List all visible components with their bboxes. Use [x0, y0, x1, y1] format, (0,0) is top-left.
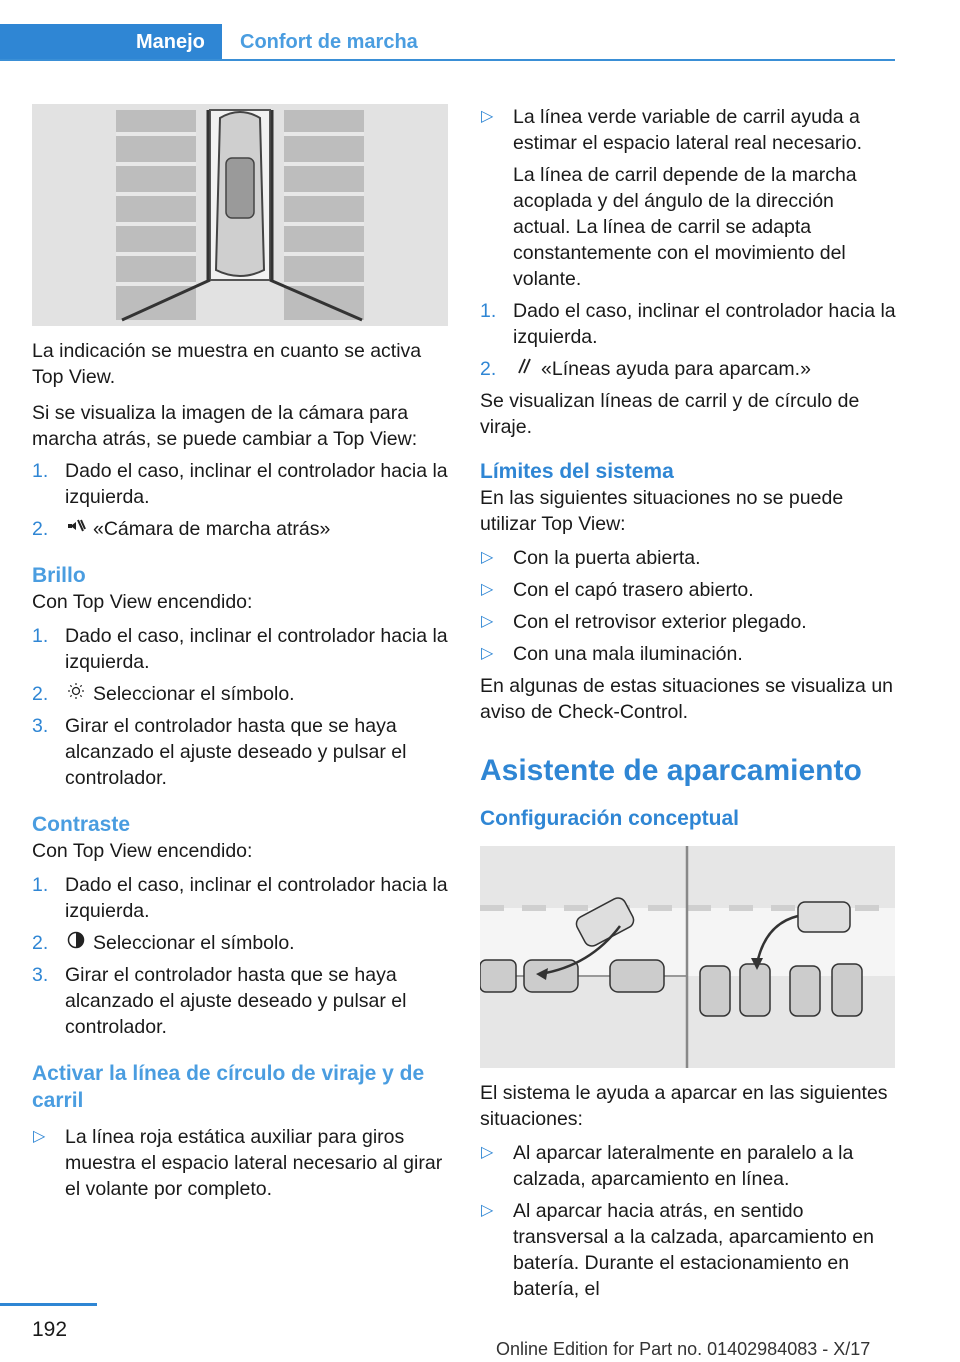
top-view-figure [32, 104, 448, 326]
header-rule [0, 59, 895, 61]
paragraph: Con Top View encendido: [32, 840, 253, 862]
step-text: «Cámara de marcha atrás» [93, 518, 331, 540]
section-heading: Activar la línea de círculo de viraje y de carril [32, 1062, 425, 1112]
step-text: Girar el controlador hasta que se haya alcanzado el ajuste deseado y pulsar el controlador. [65, 715, 407, 789]
footer-rule [0, 1303, 97, 1306]
paragraph: Con Top View encendido: [32, 591, 253, 613]
list-item [32, 962, 448, 1040]
list-item [32, 1124, 448, 1202]
paragraph: La indicación se muestra en cuanto se activa Top View. [32, 340, 422, 388]
list-item [480, 545, 896, 571]
edition-note: Online Edition for Part no. 01402984083 - X/17 [496, 1339, 871, 1359]
list-item [480, 641, 896, 667]
step-number: 3. [32, 964, 49, 986]
list-item [480, 104, 896, 156]
list-item [480, 298, 896, 350]
chapter-tab[interactable]: Manejo [0, 24, 222, 61]
parking-lines-icon [513, 356, 535, 382]
list-item [480, 1140, 896, 1192]
bullet-triangle-icon: ▷ [481, 549, 494, 566]
list-item [32, 623, 448, 675]
step-number: 2. [32, 932, 49, 954]
page-number: 192 [32, 1318, 68, 1341]
step-text: Dado el caso, inclinar el controlador hacia la izquierda. [65, 460, 448, 508]
paragraph: Si se visualiza la imagen de la cámara para marcha atrás, se puede cambiar a Top View: [32, 402, 418, 450]
section-heading: Configuración conceptual [480, 807, 740, 830]
list-item [32, 516, 448, 542]
list-item [32, 872, 448, 924]
step-number: 1. [32, 460, 49, 482]
contrast-icon [65, 930, 87, 956]
section-heading: Contraste [32, 813, 131, 836]
bullet-text: La línea roja estática auxiliar para giros muestra el espacio lateral necesario al girar el volante por completo. [65, 1126, 443, 1200]
bullet-text: Con una mala iluminación. [513, 643, 743, 665]
section-heading: Brillo [32, 564, 86, 587]
step-text: «Líneas ayuda para aparcam.» [541, 358, 811, 380]
bullet-text: Al aparcar lateralmente en paralelo a la calzada, aparcamiento en línea. [513, 1142, 854, 1190]
brightness-icon [65, 681, 87, 707]
step-number: 1. [32, 625, 49, 647]
list-item [32, 930, 448, 956]
list-item [480, 609, 896, 635]
step-text: Seleccionar el símbolo. [93, 932, 295, 954]
step-number: 2. [32, 518, 49, 540]
list-item [32, 458, 448, 510]
step-text: Dado el caso, inclinar el controlador hacia la izquierda. [513, 300, 896, 348]
paragraph: En algunas de estas situaciones se visualiza un aviso de Check-Control. [480, 675, 894, 723]
bullet-text: Al aparcar hacia atrás, en sentido transversal a la calzada, aparcamiento en batería. Durante el estacionamiento en batería, el [513, 1200, 874, 1300]
section-heading: Límites del sistema [480, 460, 674, 483]
bullet-text: Con el capó trasero abierto. [513, 579, 754, 601]
paragraph: Se visualizan líneas de carril y de círculo de viraje. [480, 390, 860, 438]
paragraph: La línea de carril depende de la marcha acoplada y del ángulo de la dirección actual. La línea de carril se adapta constantemente con el movimiento del volante. [513, 164, 857, 290]
parking-concept-figure [480, 846, 895, 1068]
list-item [480, 577, 896, 603]
step-text: Girar el controlador hasta que se haya alcanzado el ajuste deseado y pulsar el controlador. [65, 964, 407, 1038]
bullet-triangle-icon: ▷ [481, 613, 494, 630]
rear-camera-icon [65, 516, 87, 542]
bullet-text: La línea verde variable de carril ayuda a estimar el espacio lateral real necesario. [513, 106, 863, 154]
left-column [32, 104, 448, 1202]
step-number: 2. [480, 358, 497, 380]
list-item [32, 713, 448, 791]
paragraph: El sistema le ayuda a aparcar en las siguientes situaciones: [480, 1082, 888, 1130]
step-number: 3. [32, 715, 49, 737]
bullet-triangle-icon: ▷ [481, 1202, 494, 1219]
bullet-triangle-icon: ▷ [481, 108, 494, 125]
list-item [480, 356, 896, 382]
list-item [480, 1198, 896, 1302]
step-number: 1. [480, 300, 497, 322]
section-tab[interactable]: Confort de marcha [240, 31, 418, 53]
chapter-heading: Asistente de aparcamiento [480, 754, 862, 787]
paragraph: En las siguientes situaciones no se puede utilizar Top View: [480, 487, 844, 535]
right-column [480, 104, 896, 1302]
bullet-triangle-icon: ▷ [481, 645, 494, 662]
step-text: Dado el caso, inclinar el controlador hacia la izquierda. [65, 874, 448, 922]
list-item [32, 681, 448, 707]
step-number: 2. [32, 683, 49, 705]
bullet-text: Con el retrovisor exterior plegado. [513, 611, 807, 633]
bullet-text: Con la puerta abierta. [513, 547, 701, 569]
step-text: Dado el caso, inclinar el controlador hacia la izquierda. [65, 625, 448, 673]
bullet-triangle-icon: ▷ [481, 1144, 494, 1161]
step-number: 1. [32, 874, 49, 896]
bullet-triangle-icon: ▷ [33, 1128, 46, 1145]
step-text: Seleccionar el símbolo. [93, 683, 295, 705]
bullet-triangle-icon: ▷ [481, 581, 494, 598]
